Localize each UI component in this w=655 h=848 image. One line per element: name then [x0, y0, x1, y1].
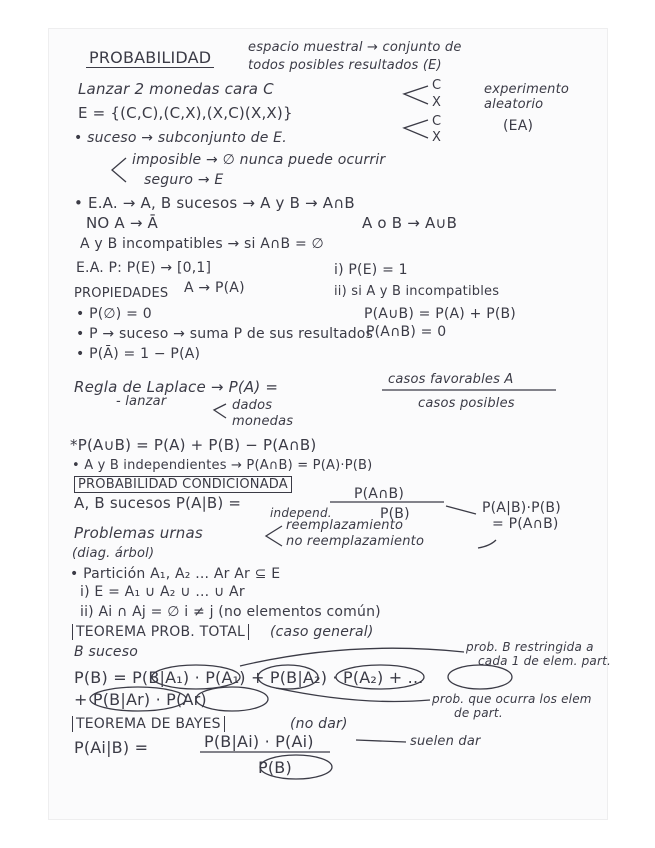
- note-line: (EA): [503, 118, 534, 134]
- note-line: P(A∩B) = 0: [366, 324, 447, 340]
- note-line: A, B sucesos P(A|B) =: [74, 494, 242, 512]
- note-line: X: [432, 95, 442, 110]
- note-line: Lanzar 2 monedas cara C: [78, 80, 274, 98]
- heading-teorema-bayes: TEOREMA DE BAYES: [72, 716, 225, 732]
- note-line: imposible → ∅ nunca puede ocurrir: [132, 152, 386, 168]
- note-line: (no dar): [290, 716, 348, 732]
- note-line: - lanzar: [116, 394, 167, 409]
- note-line: P(A|B)·P(B): [482, 500, 561, 516]
- note-line: + P(B|Ar) · P(Ar): [74, 690, 207, 709]
- note-line: • P → suceso → suma P de sus resultados: [76, 326, 374, 342]
- heading-teorema-prob-total: TEOREMA PROB. TOTAL: [72, 624, 249, 640]
- note-line: X: [432, 130, 442, 145]
- note-line: • P(Ā) = 1 − P(A): [76, 346, 201, 362]
- note-line: suelen dar: [410, 734, 481, 749]
- note-line: ii) si A y B incompatibles: [334, 284, 500, 299]
- note-line: experimento aleatorio: [484, 82, 570, 112]
- note-line: casos posibles: [418, 396, 515, 411]
- note-line: • suceso → subconjunto de E.: [74, 130, 287, 146]
- note-line: P(Ai|B) =: [74, 738, 149, 757]
- note-line: de part.: [454, 706, 503, 720]
- note-line: A → P(A): [184, 280, 245, 296]
- note-line: *P(A∪B) = P(A) + P(B) − P(A∩B): [70, 436, 317, 454]
- note-line: P(A∪B) = P(A) + P(B): [364, 306, 516, 322]
- note-line: prob. B restringida a: [466, 640, 594, 654]
- note-line: • E.A. → A, B sucesos → A y B → A∩B: [74, 194, 355, 212]
- note-line: P(B): [380, 506, 410, 522]
- note-line: A o B → A∪B: [362, 214, 458, 232]
- note-line: Problemas urnas: [74, 524, 203, 542]
- note-line: i) P(E) = 1: [334, 262, 408, 278]
- note-line: • Partición A₁, A₂ ... Ar Ar ⊆ E: [70, 566, 281, 582]
- heading-prob-condicionada: PROBABILIDAD CONDICIONADA: [74, 476, 292, 493]
- note-line: independ.: [270, 506, 332, 520]
- note-line: prob. que ocurra los elem: [432, 692, 592, 706]
- note-line: seguro → E: [144, 172, 224, 188]
- note-line: ii) Ai ∩ Aj = ∅ i ≠ j (no elementos común): [80, 604, 381, 620]
- note-line: P(B|Ai) · P(Ai): [204, 732, 314, 751]
- note-line: no reemplazamiento: [286, 534, 425, 549]
- note-line: P(B) = P(B|A₁) · P(A₁) + P(B|A₂) · P(A₂) + ...: [74, 668, 424, 687]
- note-line: P(A∩B): [354, 486, 404, 502]
- note-line: • P(∅) = 0: [76, 306, 152, 322]
- note-line: (diag. árbol): [72, 546, 155, 561]
- note-line: = P(A∩B): [492, 516, 559, 532]
- note-line: B suceso: [74, 644, 138, 660]
- note-line: espacio muestral → conjunto de: [248, 40, 462, 55]
- note-line: • A y B independientes → P(A∩B) = P(A)·P(B): [72, 458, 373, 473]
- note-line: PROPIEDADES: [74, 286, 169, 301]
- note-line: NO A → Ā: [86, 214, 159, 232]
- note-line: P(B): [258, 758, 292, 777]
- note-line: (caso general): [270, 624, 374, 640]
- note-line: Regla de Laplace → P(A) =: [74, 378, 279, 396]
- note-line: cada 1 de elem. part.: [478, 654, 612, 668]
- note-line: C: [432, 78, 442, 93]
- note-line: todos posibles resultados (E): [248, 58, 442, 73]
- note-line: i) E = A₁ ∪ A₂ ∪ ... ∪ Ar: [80, 584, 245, 600]
- heading-probabilidad: PROBABILIDAD: [86, 48, 214, 68]
- note-line: C: [432, 114, 442, 129]
- note-line: monedas: [232, 414, 294, 429]
- note-line: E.A. P: P(E) → [0,1]: [76, 260, 212, 276]
- note-line: reemplazamiento: [286, 518, 404, 533]
- note-line: dados: [232, 398, 273, 413]
- note-line: A y B incompatibles → si A∩B = ∅: [80, 236, 324, 252]
- note-line: E = {(C,C),(C,X),(X,C)(X,X)}: [78, 104, 293, 122]
- note-line: casos favorables A: [388, 372, 514, 387]
